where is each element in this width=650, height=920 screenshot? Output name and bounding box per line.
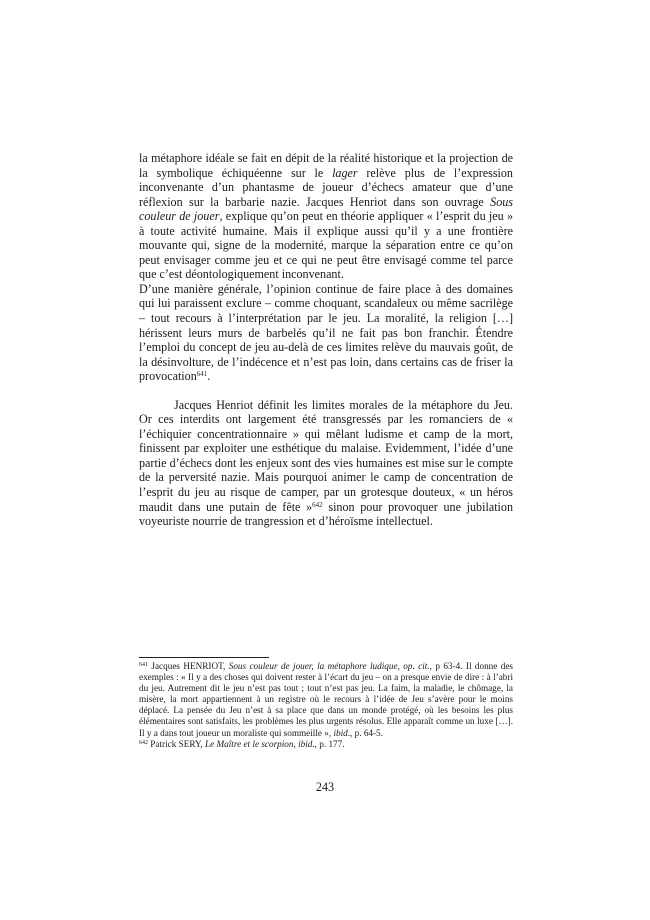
quote-text: D’une manière générale, l’opinion continue de faire place à des domaines qui lui paraissent exclure – comme choquant, scandaleux ou même sacrilège – tout recours à l’interprétation par le jeu. La moralité, la religion […] hérissent leurs murs de barbelés qu’il ne fait pas bon franchir. Étendre l’emploi du concept de jeu au-delà de ces limites relève du mauvais goût, de la désinvolture, de l’indécence et n’est pas loin, dans certains cas de friser la provocation [139, 281, 513, 384]
paragraph-1-text-c: , explique qu’on peut en théorie appliquer « l’esprit du jeu » à toute activité humaine. Mais il explique aussi qu’il y a une frontière mouvante qui, signe de la modernité, marque la séparation entre ce qu’on peut envisager comme jeu et ce qui ne peut être envisagé comme tel parce que c’est déontologiquement inconvenant. [139, 209, 514, 282]
footnote-author: Jacques HENRIOT, [148, 661, 229, 671]
footnote-ref: op. cit. [403, 661, 430, 671]
footnote-separator-comma: , [293, 738, 299, 749]
paragraph-1-text-b: relève plus de l’expression inconvenante d’un phantasme de joueur d’échecs amateur que d’une réflexion sur la barbarie nazie. Jacques Henriot dans son ouvrage [139, 165, 513, 209]
footnote-number: 641 [139, 662, 148, 668]
paragraph-1 [139, 151, 513, 282]
main-text [139, 151, 513, 529]
paragraph-2-text-b: sinon pour provoquer une jubilation voyeuriste nourrie de trangression et d’héroïsme intellectuel. [139, 499, 514, 529]
paragraph-gap [139, 384, 513, 398]
footnote-642 [139, 739, 513, 750]
block-quote [139, 282, 513, 384]
footnote-text: , p 63-4. Il donne des exemples : « Il y a des choses qui doivent rester à l’écart du jeu – on a presque envie de dire : à l’abri du jeu. Autrement dit le jeu n’est pas tout ; tout n’est pas jeu. La faim, la maladie, le chômage, la misère, la mort appartiennent à un registre où le recours à l’idée de Jeu s’avère pour le moins déplacé. La pensée du Jeu n’est à sa place que dans un monde protégé, où les besoins les plus élémentaires sont satisfaits, les problèmes les plus urgents résolus. Elle apparaît comme un luxe […]. Il y a dans tout joueur un moraliste qui sommeille », [139, 661, 513, 738]
paragraph-1-text-a: la métaphore idéale se fait en dépit de la réalité historique et la projection de la symbolique échiquéenne sur le [139, 151, 513, 180]
footnote-separator-comma: , [397, 661, 404, 671]
book-title-sous-couleur: Sous couleur de jouer [139, 194, 513, 224]
quote-end: . [207, 369, 211, 384]
footnote-ref-641[interactable]: 641 [196, 370, 208, 379]
footnote-ref-642[interactable]: 642 [312, 500, 323, 509]
footnote-pages: ., p. 177. [312, 738, 345, 749]
paragraph-2 [139, 398, 513, 529]
footnote-author: Patrick SERY, [148, 738, 206, 749]
footnote-ref-ibid: ibid [298, 738, 313, 749]
footnote-title: Le Maître et le scorpion [205, 738, 294, 749]
term-lager: lager [332, 165, 358, 180]
paragraph-2-text-a: Jacques Henriot définit les limites morales de la métaphore du Jeu. Or ces interdits ont largement été transgressés par les romanciers de « l’échiquier concentrationnaire » qui mêlant ludisme et camp de la mort, finissent par exploiter une esthétique du malaise. Evidemment, l’idée d’une partie d’échecs dont les enjeux sont des vies humaines est mise sur le compte de la perversité nazie. Mais pourquoi animer le camp de concentration de l’esprit du jeu au risque de camper, par un grotesque douteux, « un héros maudit dans une putain de fête » [139, 397, 513, 514]
footnote-pages: ., p. 64-5. [347, 727, 383, 738]
footnote-number: 642 [139, 739, 148, 746]
page-number: 243 [315, 780, 335, 794]
footnote-641 [139, 661, 513, 739]
footnotes [139, 661, 513, 750]
footnote-separator [139, 657, 269, 658]
footnote-title: Sous couleur de jouer, la métaphore ludique [228, 661, 398, 671]
footnote-ref-ibid: ibid [333, 727, 348, 738]
